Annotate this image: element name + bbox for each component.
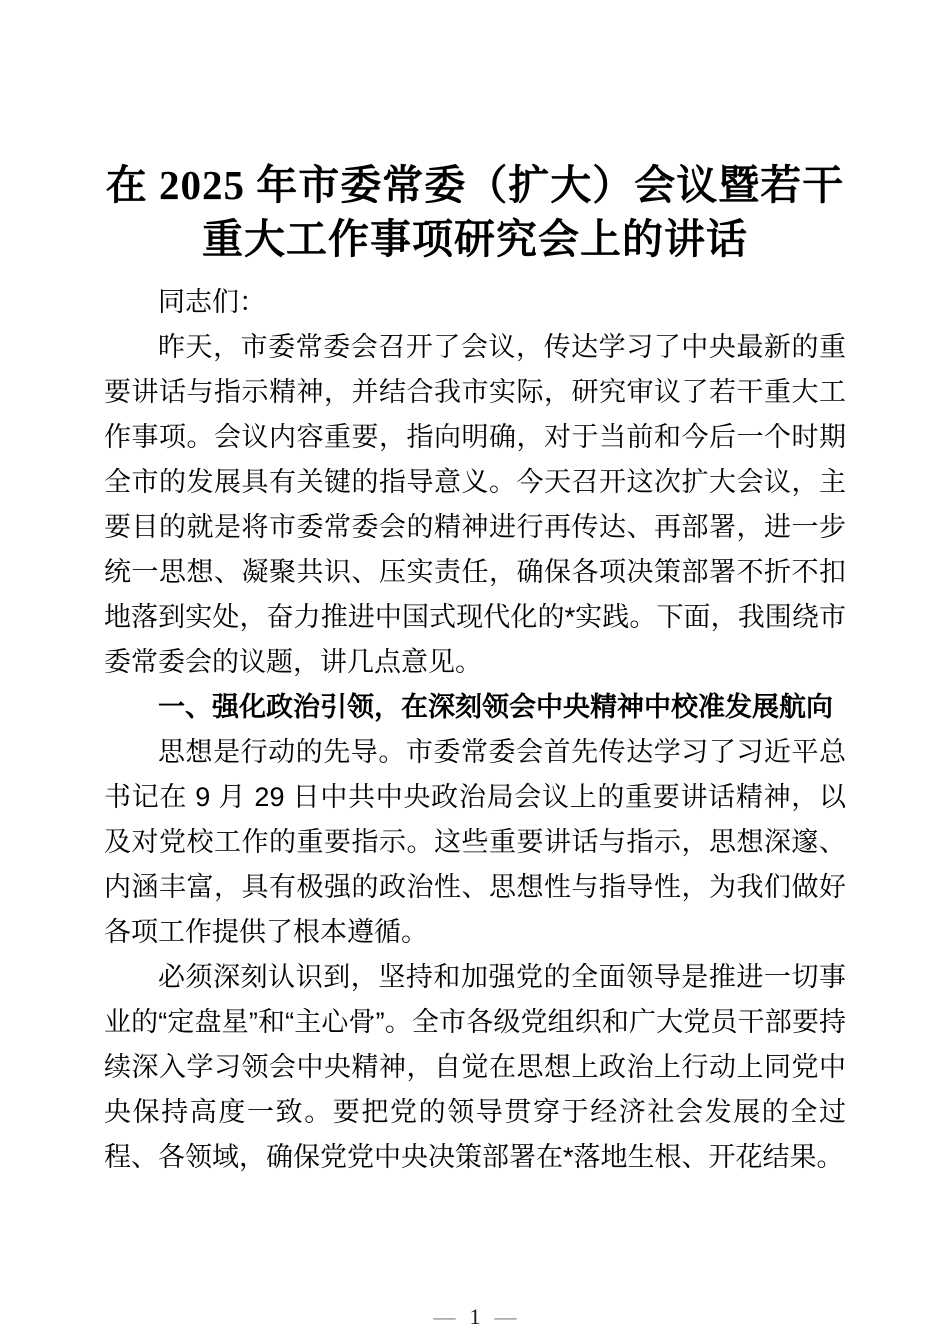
paragraph: 昨天，市委常委会召开了会议，传达学习了中央最新的重要讲话与指示精神，并结合我市实际，研究审议了若干重大工作事项。会议内容重要，指向明确，对于当前和今后一个时期全市的发展具有关键的指导意义。今天召开这次扩大会议，主要目的就是将市委常委会的精神进行再传达、再部署，进一步统一思想、凝聚共识、压实责任，确保各项决策部署不折不扣地落到实处，奋力推进中国式现代化的*实践。下面，我围绕市委常委会的议题，讲几点意见。 <box>104 332 846 677</box>
page-number: 1 <box>469 1304 481 1329</box>
footer-dash-left: — <box>433 1304 456 1329</box>
paragraph: 必须深刻认识到，坚持和加强党的全面领导是推进一切事业的“定盘星”和“主心骨”。全市各级党组织和广大党员干部要持续深入学习领会中央精神，自觉在思想上政治上行动上同党中央保持高度一致。要把党的领导贯穿于经济社会发展的全过程、各领域，确保党党中央决策部署在*落地生根、开花结果。 <box>104 962 846 1172</box>
document-title: 在 2025 年市委常委（扩大）会议暨若干重大工作事项研究会上的讲话 <box>105 162 845 262</box>
section-heading: 一、强化政治引领，在深刻领会中央精神中校准发展航向 <box>158 692 833 722</box>
salutation: 同志们： <box>158 287 266 317</box>
footer-dash-right: — <box>494 1304 517 1329</box>
paragraph: 思想是行动的先导。市委常委会首先传达学习了习近平总书记在 9 月 29 日中共中央政治局会议上的重要讲话精神，以及对党校工作的重要指示。这些重要讲话与指示，思想深邃、内涵丰富，具有极强的政治性、思想性与指导性，为我们做好各项工作提供了根本遵循。 <box>104 737 846 947</box>
document-content <box>104 158 846 1180</box>
page-footer <box>0 1304 950 1330</box>
